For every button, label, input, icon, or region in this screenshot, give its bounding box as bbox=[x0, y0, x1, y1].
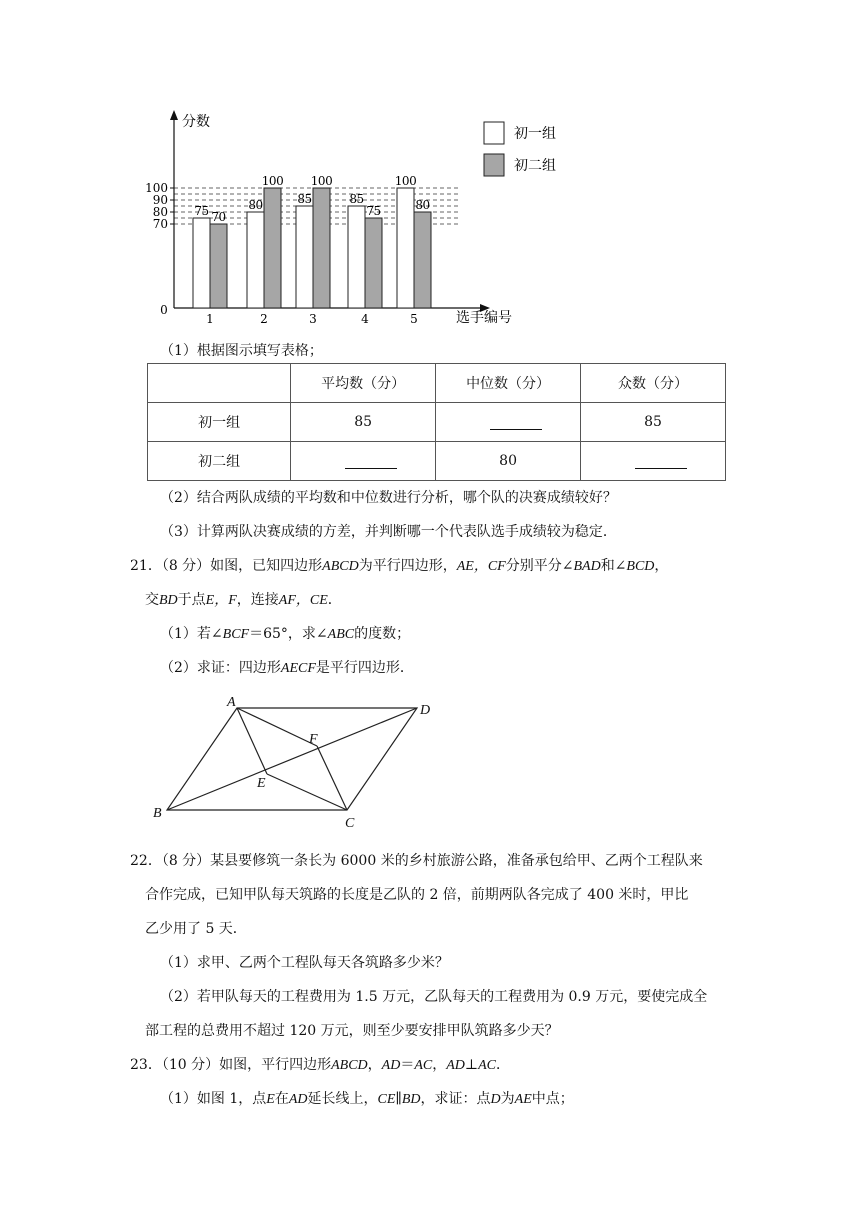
q21-l2c: ，连接 bbox=[236, 592, 279, 608]
label-d: D bbox=[420, 703, 431, 718]
y-axis-title: 分数 bbox=[182, 114, 210, 130]
y-axis-arrow bbox=[170, 110, 178, 120]
q21-part2 bbox=[160, 657, 414, 677]
q23-b: ， bbox=[367, 1057, 382, 1073]
bar-chart bbox=[145, 108, 556, 326]
bar-grade7 bbox=[348, 206, 365, 308]
bar-grade8 bbox=[365, 218, 382, 308]
q21-afce: AF，CE bbox=[278, 593, 328, 608]
label-a: A bbox=[227, 695, 236, 710]
data-label: 75 bbox=[194, 204, 209, 218]
row-label-grade7: 初一组 bbox=[148, 403, 291, 442]
q23-ac2: AC bbox=[478, 1058, 496, 1073]
q23-e: ⊥ bbox=[464, 1057, 479, 1073]
q22-line1: 22．（8 分）某县要修筑一条长为 6000 米的乡村旅游公路，准备承包给甲、乙两个工程队来 bbox=[130, 853, 703, 869]
q23-bd: BD bbox=[401, 1092, 421, 1107]
table-header-empty bbox=[148, 364, 291, 403]
q21-aecf: AE，CF bbox=[456, 559, 506, 574]
q23-ad: AD bbox=[381, 1058, 401, 1073]
label-f: F bbox=[309, 732, 318, 747]
table-header-row bbox=[148, 364, 726, 403]
q23-ad3: AD bbox=[288, 1092, 308, 1107]
table-row bbox=[148, 403, 726, 442]
q23-p1g: 中点； bbox=[531, 1091, 574, 1107]
q21-l2b: 于点 bbox=[177, 592, 206, 608]
bar-grade8 bbox=[313, 188, 330, 308]
bar-grade7 bbox=[296, 206, 313, 308]
grade7-mean: 85 bbox=[291, 403, 436, 442]
segment-ce bbox=[267, 774, 347, 810]
q20-part3: （3）计算两队决赛成绩的方差，并判断哪一个代表队选手成绩较为稳定． bbox=[160, 524, 617, 540]
q23-ce: CE bbox=[377, 1092, 396, 1107]
q20-part1: （1）根据图示填写表格； bbox=[160, 343, 323, 359]
data-label: 75 bbox=[366, 204, 381, 218]
q23-ad2: AD bbox=[446, 1058, 465, 1073]
q21-abcd: ABCD bbox=[322, 559, 359, 574]
x-tick-label: 1 bbox=[206, 312, 214, 326]
q21-p1a: （1）若∠ bbox=[160, 626, 223, 642]
q23-p1b: 在 bbox=[274, 1091, 289, 1107]
legend-label: 初一组 bbox=[514, 126, 556, 142]
q23-d-pt: D bbox=[490, 1092, 501, 1107]
x-tick-label: 4 bbox=[361, 312, 369, 326]
data-label: 85 bbox=[349, 192, 364, 206]
q21-p2a: （2）求证：四边形 bbox=[160, 660, 281, 676]
q23-c: ＝ bbox=[400, 1057, 415, 1073]
segment-ae bbox=[237, 708, 267, 774]
q23-p1f: 为 bbox=[500, 1091, 515, 1107]
segment-cf bbox=[317, 746, 347, 810]
q22-part2a: （2）若甲队每天的工程费用为 1.5 万元，乙队每天的工程费用为 0.9 万元，要使完成全 bbox=[160, 989, 708, 1005]
data-label: 100 bbox=[394, 174, 417, 188]
legend-swatch bbox=[484, 122, 504, 144]
data-label: 80 bbox=[415, 198, 430, 212]
q21-l2a: 交 bbox=[145, 592, 159, 608]
data-label: 80 bbox=[248, 198, 263, 212]
q20-part2: （2）结合两队成绩的平均数和中位数进行分析，哪个队的决赛成绩较好？ bbox=[160, 490, 617, 506]
bar-grade7 bbox=[193, 218, 210, 308]
label-c: C bbox=[345, 816, 355, 831]
q22-line3: 乙少用了 5 天． bbox=[145, 921, 247, 937]
q23-ac: AC bbox=[414, 1058, 433, 1073]
q23-p1c: 延长线上， bbox=[307, 1091, 378, 1107]
q21-bcd: BCD bbox=[626, 559, 655, 574]
x-tick-label: 5 bbox=[410, 312, 418, 326]
q23-p1a: （1）如图 1，点 bbox=[160, 1091, 267, 1107]
data-label: 70 bbox=[211, 210, 226, 224]
q21-aecf2: AECF bbox=[280, 661, 316, 676]
bar-grade8 bbox=[210, 224, 227, 308]
q22-line2: 合作完成，已知甲队每天筑路的长度是乙队的 2 倍，前期两队各完成了 400 米时，甲比 bbox=[145, 887, 689, 903]
table-header-mode: 众数（分） bbox=[581, 364, 726, 403]
grade8-median: 80 bbox=[436, 442, 581, 481]
q21-line1 bbox=[130, 555, 668, 575]
x-tick-label: 3 bbox=[309, 312, 317, 326]
table-row bbox=[148, 442, 726, 481]
grade7-median-blank[interactable] bbox=[436, 403, 581, 442]
diagonal-bd bbox=[167, 708, 417, 810]
bar-grade7 bbox=[397, 188, 414, 308]
q21-line2 bbox=[145, 589, 342, 609]
q23-line1 bbox=[130, 1054, 510, 1074]
q23-e-pt: E bbox=[266, 1092, 275, 1107]
q23-d: ， bbox=[432, 1057, 447, 1073]
bar-grade8 bbox=[414, 212, 431, 308]
q21-p2b: 是平行四边形． bbox=[315, 660, 414, 676]
segment-af bbox=[237, 708, 317, 746]
q23-part1 bbox=[160, 1088, 574, 1108]
q23-p1e: ，求证：点 bbox=[420, 1091, 491, 1107]
q23-a: 23．（10 分）如图，平行四边形 bbox=[130, 1057, 332, 1073]
parallelogram-figure bbox=[145, 690, 445, 835]
q23-abcd: ABCD bbox=[331, 1058, 368, 1073]
q21-bcf: BCF bbox=[222, 627, 250, 642]
q21-t3: 和∠ bbox=[600, 558, 627, 574]
q21-abc: ABC bbox=[327, 627, 355, 642]
y-tick-label: 80 bbox=[152, 205, 168, 219]
q21-t1: 为平行四边形， bbox=[358, 558, 457, 574]
y-tick-label: 90 bbox=[152, 193, 168, 207]
q21-p1b: ＝65°，求∠ bbox=[249, 626, 328, 642]
bar-grade8 bbox=[264, 188, 281, 308]
label-e: E bbox=[257, 776, 266, 791]
q23-ae: AE bbox=[514, 1092, 532, 1107]
bar-grade7 bbox=[247, 212, 264, 308]
q21-num: 21．（8 分）如图，已知四边形 bbox=[130, 558, 323, 574]
q23-p1d: ∥ bbox=[395, 1091, 402, 1107]
data-label: 100 bbox=[261, 174, 284, 188]
data-label: 85 bbox=[297, 192, 312, 206]
x-axis-title: 选手编号 bbox=[456, 310, 512, 326]
data-label: 100 bbox=[310, 174, 333, 188]
q21-ef: E，F bbox=[205, 593, 237, 608]
table-header-median: 中位数（分） bbox=[436, 364, 581, 403]
q21-part1 bbox=[160, 623, 410, 643]
grade7-mode: 85 bbox=[581, 403, 726, 442]
q21-t2: 分别平分∠ bbox=[505, 558, 574, 574]
q21-p1c: 的度数； bbox=[354, 626, 411, 642]
q21-t4: ， bbox=[654, 558, 669, 574]
label-b: B bbox=[153, 806, 162, 821]
grade8-mode-blank[interactable] bbox=[581, 442, 726, 481]
q22-part2b: 部工程的总费用不超过 120 万元，则至少要安排甲队筑路多少天？ bbox=[145, 1023, 559, 1039]
legend-swatch bbox=[484, 154, 504, 176]
q22-part1: （1）求甲、乙两个工程队每天各筑路多少米？ bbox=[160, 955, 449, 971]
stats-table bbox=[147, 363, 726, 481]
grade8-mean-blank[interactable] bbox=[291, 442, 436, 481]
table-header-mean: 平均数（分） bbox=[291, 364, 436, 403]
q21-bad: BAD bbox=[573, 559, 601, 574]
q21-l2d: ． bbox=[327, 592, 342, 608]
origin-label: 0 bbox=[160, 303, 168, 317]
row-label-grade8: 初二组 bbox=[148, 442, 291, 481]
q23-f: ． bbox=[495, 1057, 510, 1073]
legend-label: 初二组 bbox=[514, 158, 556, 174]
y-tick-label: 70 bbox=[152, 217, 168, 231]
q21-bd: BD bbox=[159, 593, 178, 608]
y-tick-label: 100 bbox=[145, 181, 168, 195]
x-tick-label: 2 bbox=[260, 312, 268, 326]
